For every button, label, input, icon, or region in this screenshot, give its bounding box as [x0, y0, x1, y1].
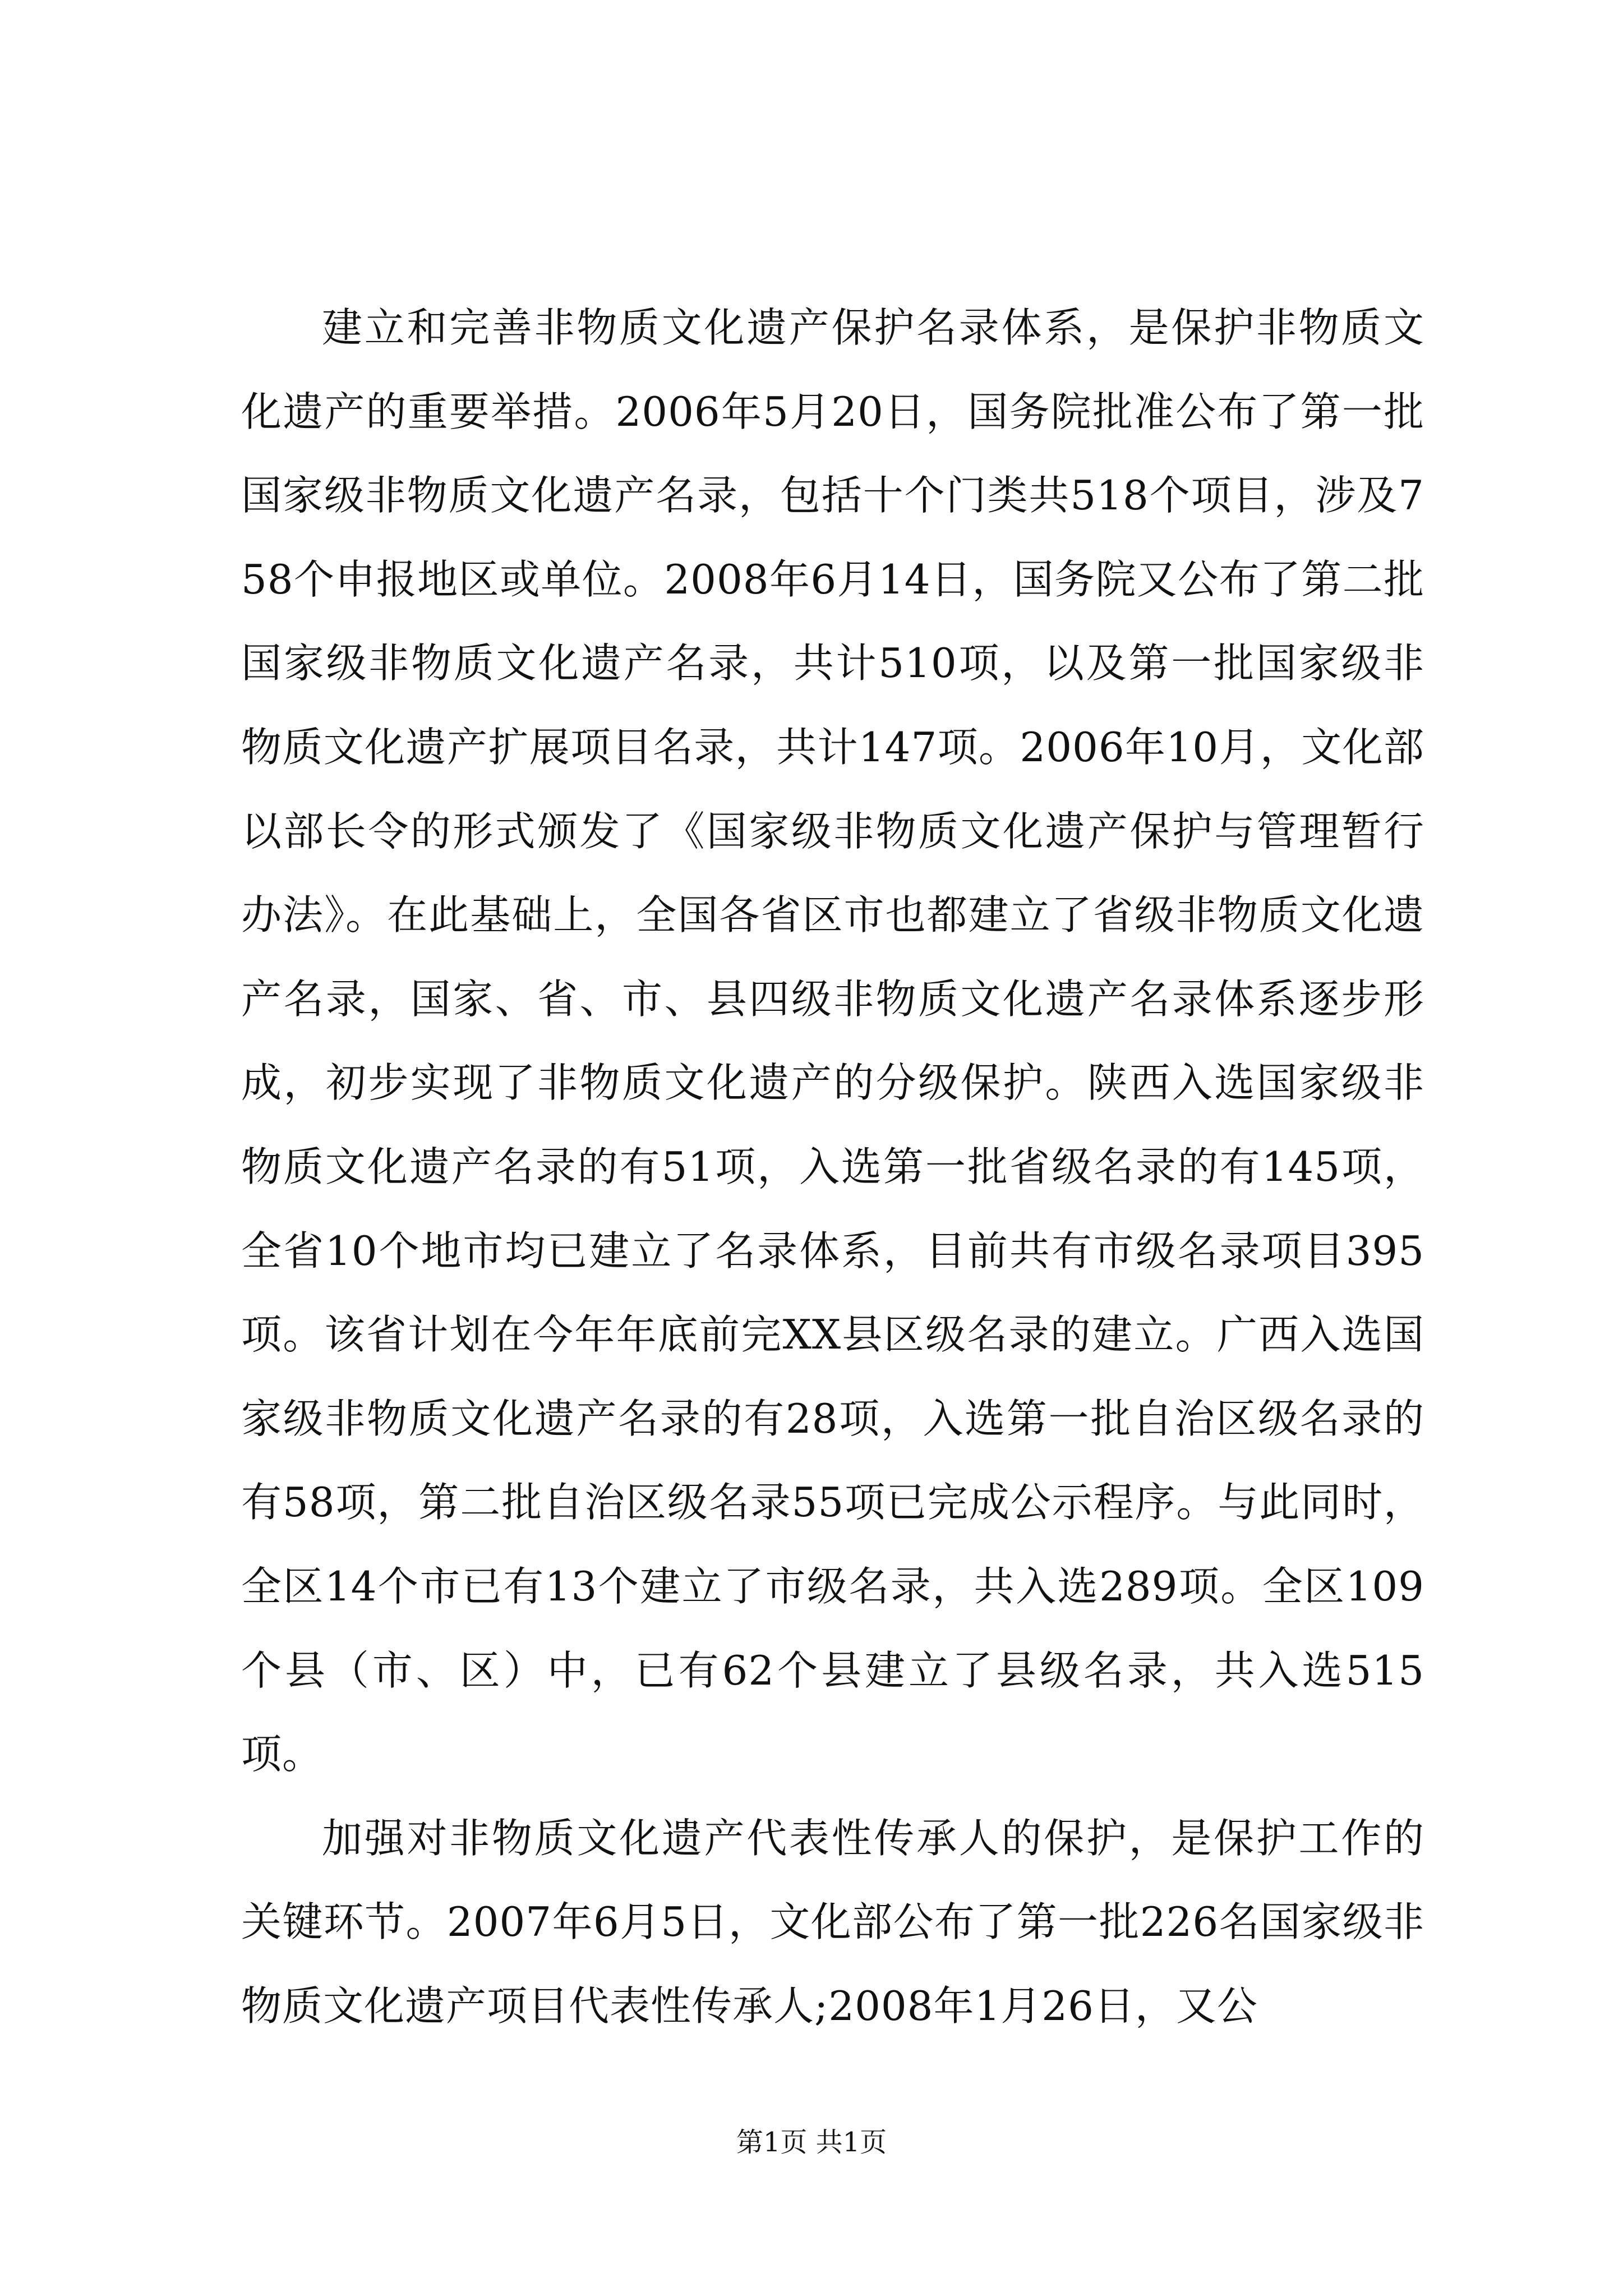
- page-footer: 第1页 共1页: [736, 2127, 887, 2158]
- document-body: [241, 286, 1424, 2048]
- paragraph-1: 建立和完善非物质文化遗产保护名录体系，是保护非物质文化遗产的重要举措。2006年5月20日，国务院批准公布了第一批国家级非物质文化遗产名录，包括十个门类共518个项目，涉及758个申报地区或单位。2008年6月14日，国务院又公布了第二批国家级非物质文化遗产名录，共计510项，以及第一批国家级非物质文化遗产扩展项目名录，共计147项。2006年10月，文化部以部长令的形式颁发了《国家级非物质文化遗产保护与管理暂行办法》。在此基础上，全国各省区市也都建立了省级非物质文化遗产名录，国家、省、市、县四级非物质文化遗产名录体系逐步形成，初步实现了非物质文化遗产的分级保护。陕西入选国家级非物质文化遗产名录的有51项，入选第一批省级名录的有145项，全省10个地市均已建立了名录体系，目前共有市级名录项目395项。该省计划在今年年底前完XX县区级名录的建立。广西入选国家级非物质文化遗产名录的有28项，入选第一批自治区级名录的有58项，第二批自治区级名录55项已完成公示程序。与此同时，全区14个市已有13个建立了市级名录，共入选289项。全区109个县（市、区）中，已有62个县建立了县级名录，共入选515项。: [241, 304, 1424, 1778]
- paragraph-2: 加强对非物质文化遗产代表性传承人的保护，是保护工作的关键环节。2007年6月5日，文化部公布了第一批226名国家级非物质文化遗产项目代表性传承人;2008年1月26日，又公: [241, 1814, 1424, 2030]
